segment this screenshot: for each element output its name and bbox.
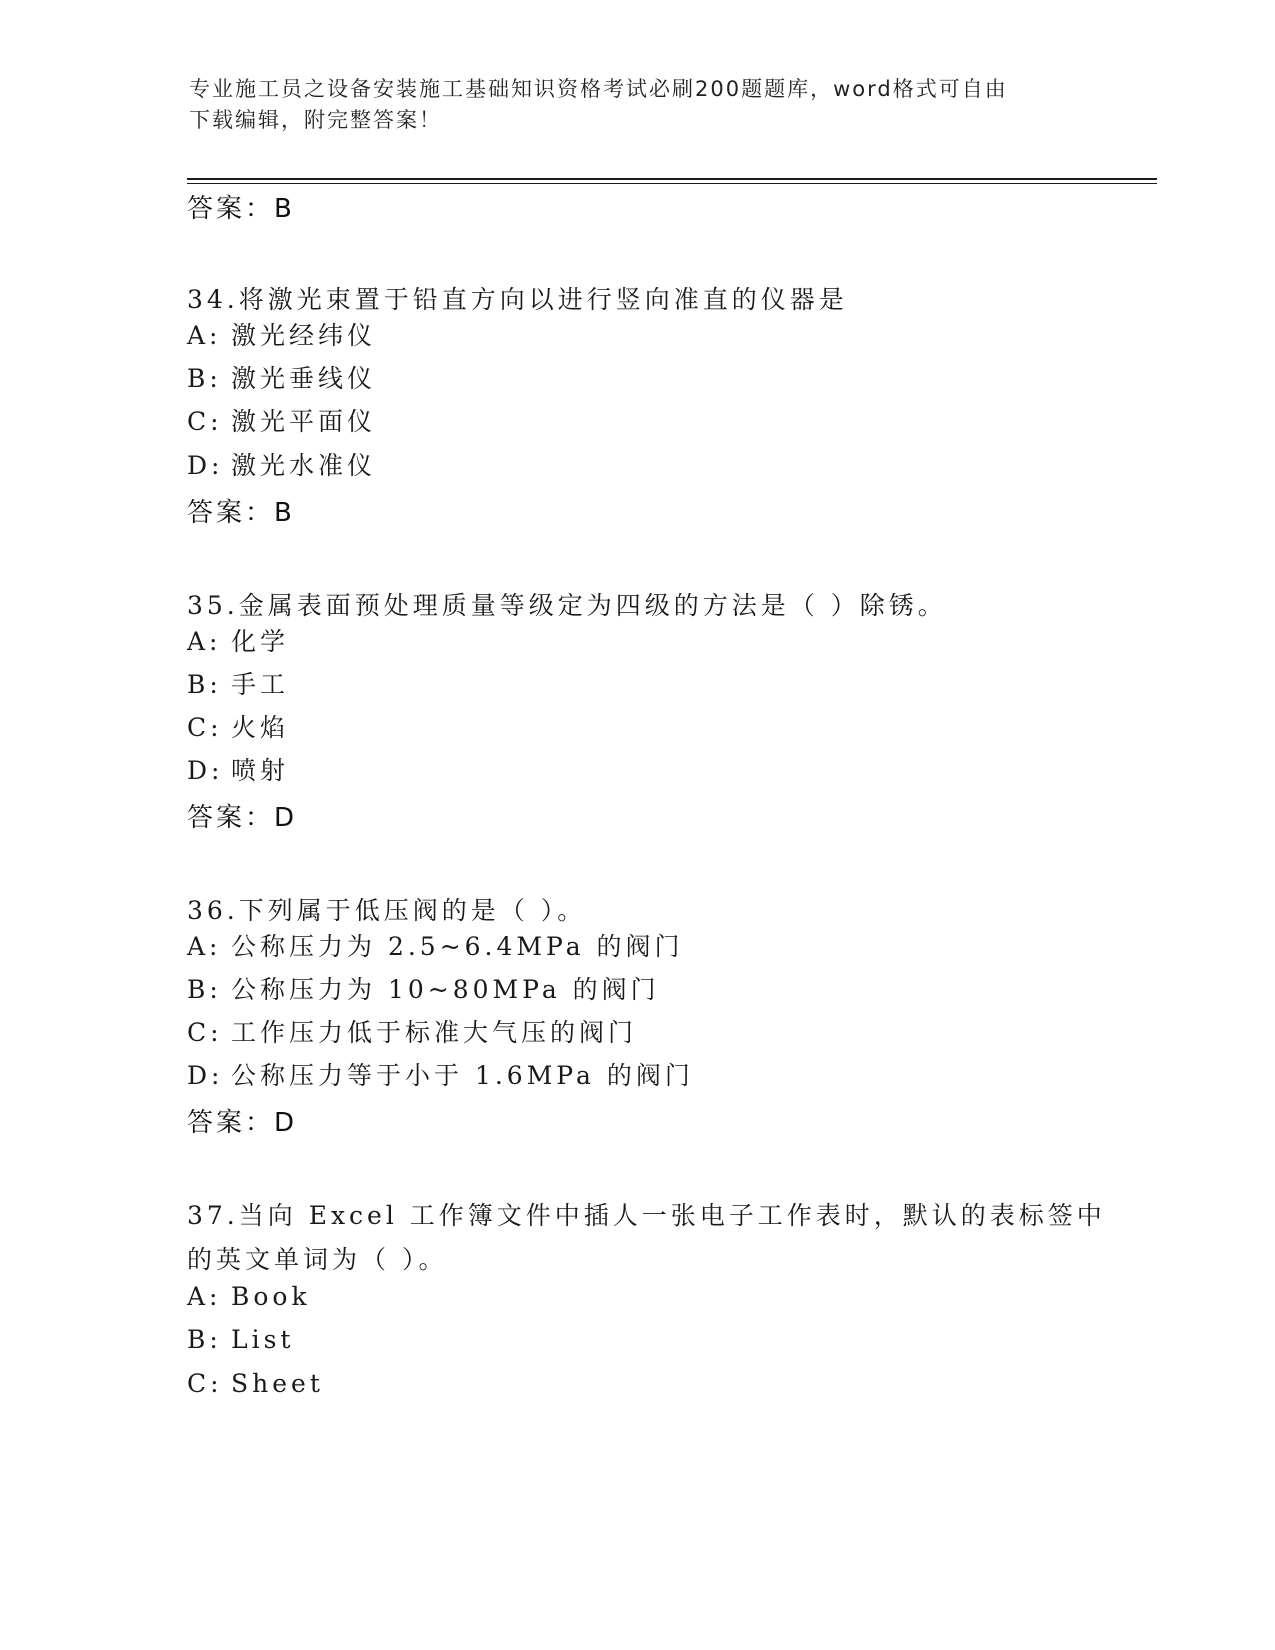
option-text: 喷射 [231,756,290,785]
option-d [187,1059,694,1093]
option-b [187,973,660,1007]
option-text: 火焰 [231,713,290,742]
option-a [187,319,376,353]
header-line-2: 下载编辑，附完整答案！ [189,108,442,132]
option-letter: D: [187,1061,224,1090]
question-text-line-2: 的英文单词为（ ）。 [187,1245,448,1274]
answer: 答案：D [187,803,298,833]
option-text: Book [231,1282,311,1311]
question-text: 35.金属表面预处理质量等级定为四级的方法是（ ）除锈。 [187,591,947,620]
option-b [187,668,289,702]
option-text: 激光经纬仪 [231,321,377,350]
option-letter: B: [187,364,222,393]
option-letter: C: [187,1369,223,1398]
question-text-line-1: 37.当向 Excel 工作簿文件中插人一张电子工作表时，默认的表标签中 [187,1201,1106,1230]
option-a [187,625,289,659]
option-letter: B: [187,975,222,1004]
option-text: 公称压力为 10~80MPa 的阀门 [231,975,660,1004]
option-text: 激光垂线仪 [231,364,377,393]
option-c [187,1367,324,1401]
option-text: 化学 [231,627,290,656]
option-letter: B: [187,670,222,699]
option-letter: A: [187,627,222,656]
option-text: 激光水准仪 [231,451,377,480]
header-rule-thick [187,178,1157,180]
option-text: 工作压力低于标准大气压的阀门 [231,1018,638,1047]
option-letter: D: [187,451,224,480]
option-c [187,1016,637,1050]
option-text: 手工 [231,670,290,699]
option-letter: B: [187,1325,222,1354]
option-text: 公称压力为 2.5~6.4MPa 的阀门 [231,932,684,961]
answer-prev: 答案：B [187,194,295,224]
header-line-1: 专业施工员之设备安装施工基础知识资格考试必刷200题题库，word格式可自由 [189,77,1008,101]
option-a [187,930,684,964]
option-letter: C: [187,713,223,742]
option-letter: D: [187,756,224,785]
option-text: Sheet [231,1369,324,1398]
option-letter: A: [187,1282,222,1311]
question-text: 36.下列属于低压阀的是（ ）。 [187,896,587,925]
header-rule-thin [187,183,1157,184]
option-letter: C: [187,407,223,436]
option-letter: C: [187,1018,223,1047]
answer: 答案：B [187,498,295,528]
document-header [189,74,1089,136]
option-c [187,405,376,439]
option-d [187,449,376,483]
question-text: 34.将激光束置于铅直方向以进行竖向准直的仪器是 [187,285,848,314]
option-d [187,754,289,788]
option-text: 公称压力等于小于 1.6MPa 的阀门 [231,1061,694,1090]
option-letter: A: [187,321,222,350]
option-c [187,711,289,745]
option-text: 激光平面仪 [231,407,377,436]
option-text: List [231,1325,295,1354]
option-letter: A: [187,932,222,961]
option-b [187,362,376,396]
option-a [187,1280,311,1314]
option-b [187,1323,294,1357]
answer: 答案：D [187,1108,298,1138]
